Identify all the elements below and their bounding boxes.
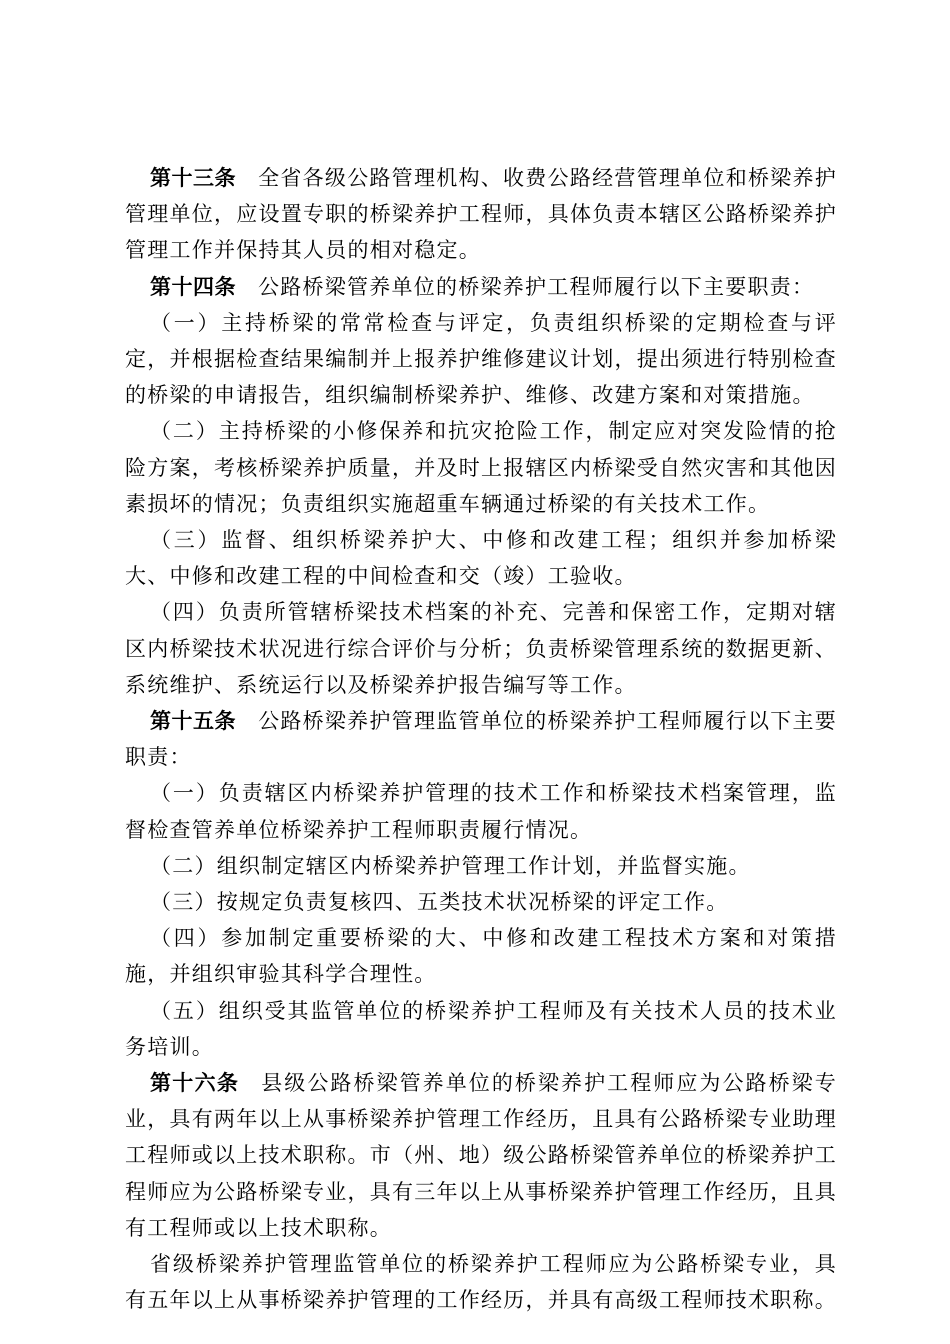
article-15-item-3: （三）按规定负责复核四、五类技术状况桥梁的评定工作。 xyxy=(150,890,729,915)
article-15-item-4: （四）参加制定重要桥梁的大、中修和改建工程技术方案和对策措施，并组织审验其科学合理性。 xyxy=(125,926,837,987)
article-13-paragraph xyxy=(125,160,837,269)
article-15-text: 公路桥梁养护管理监管单位的桥梁养护工程师履行以下主要职责： xyxy=(125,709,838,770)
article-15-item-5: （五）组织受其监管单位的桥梁养护工程师及有关技术人员的技术业务培训。 xyxy=(125,998,837,1059)
article-13-text: 全省各级公路管理机构、收费公路经营管理单位和桥梁养护管理单位，应设置专职的桥梁养护工程师，具体负责本辖区公路桥梁养护管理工作并保持其人员的相对稳定。 xyxy=(125,166,838,263)
article-14-item-3: （三）监督、组织桥梁养护大、中修和改建工程；组织并参加桥梁大、中修和改建工程的中间检查和交（竣）工验收。 xyxy=(125,528,837,589)
article-14-item-2: （二）主持桥梁的小修保养和抗灾抢险工作，制定应对突发险情的抢险方案，考核桥梁养护质量，并及时上报辖区内桥梁受自然灾害和其他因素损坏的情况；负责组织实施超重车辆通过桥梁的有关技术工作。 xyxy=(125,419,837,516)
article-15-item-2: （二）组织制定辖区内桥梁养护管理工作计划，并监督实施。 xyxy=(150,853,751,878)
article-13-heading: 第十三条 xyxy=(150,166,237,190)
article-14-text: 公路桥梁管养单位的桥梁养护工程师履行以下主要职责： xyxy=(258,274,815,299)
article-16-paragraph xyxy=(125,1065,837,1246)
article-14-item-1: （一）主持桥梁的常常检查与评定，负责组织桥梁的定期检查与评定，并根据检查结果编制并上报养护维修建议计划，提出须进行特别检查的桥梁的申请报告，组织编制桥梁养护、维修、改建方案和对策措施。 xyxy=(125,310,837,408)
article-14-heading: 第十四条 xyxy=(150,274,236,299)
article-15-item-1: （一）负责辖区内桥梁养护管理的技术工作和桥梁技术档案管理，监督检查管养单位桥梁养护工程师职责履行情况。 xyxy=(125,781,837,842)
article-15-heading: 第十五条 xyxy=(150,709,237,734)
document-body xyxy=(125,160,837,1319)
article-14-paragraph xyxy=(125,269,837,305)
article-14-item-4: （四）负责所管辖桥梁技术档案的补充、完善和保密工作，定期对辖区内桥梁技术状况进行综合评价与分析；负责桥梁管理系统的数据更新、系统维护、系统运行以及桥梁养护报告编写等工作。 xyxy=(125,600,837,697)
article-16-text: 县级公路桥梁管养单位的桥梁养护工程师应为公路桥梁专业，具有两年以上从事桥梁养护管理工作经历，且具有公路桥梁专业助理工程师或以上技术职称。市（州、地）级公路桥梁管养单位的桥梁养护工程师应为公路桥梁专业，具有三年以上从事桥梁养护管理工作经历，且具有工程师或以上技术职称。 xyxy=(125,1071,837,1240)
article-16-heading: 第十六条 xyxy=(150,1071,240,1096)
article-15-paragraph xyxy=(125,703,837,775)
article-16-continuation: 省级桥梁养护管理监管单位的桥梁养护工程师应为公路桥梁专业，具有五年以上从事桥梁养护管理的工作经历，并具有高级工程师技术职称。 xyxy=(125,1252,837,1313)
